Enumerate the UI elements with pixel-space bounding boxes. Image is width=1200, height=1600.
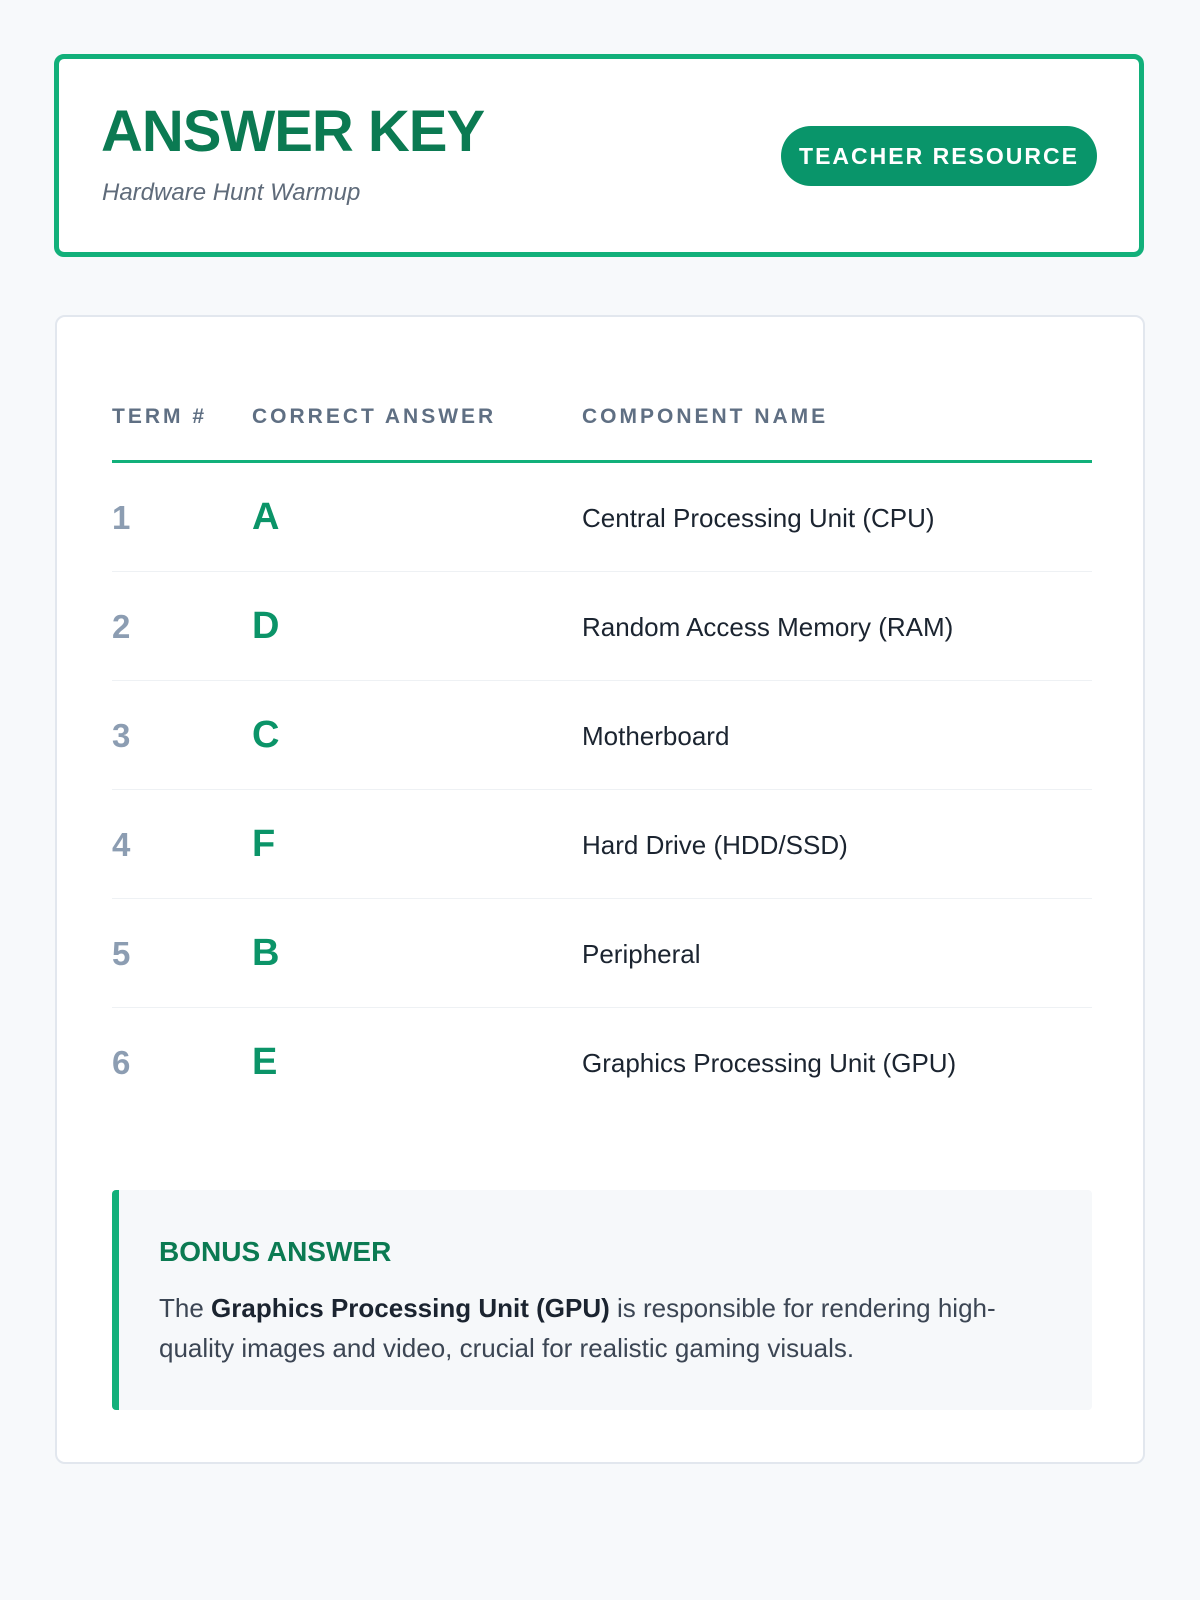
table-row [112,681,1092,790]
table-row [112,463,1092,572]
bonus-text-start: The [159,1293,212,1323]
table-row [112,899,1092,1008]
bonus-text-end: is responsible for rendering high-quality images and video, crucial for realistic gaming visuals. [159,1293,996,1363]
term-number: 2 [112,608,131,645]
term-number: 3 [112,717,131,754]
component-name: Motherboard [582,721,730,751]
table-row [112,572,1092,681]
component-name: Random Access Memory (RAM) [582,612,954,642]
component-name: Peripheral [582,939,701,969]
term-number: 6 [112,1044,131,1081]
column-header-answer: CORRECT ANSWER [252,405,497,428]
answer-table-card [55,315,1145,1464]
table-row [112,1008,1092,1116]
page-subtitle: Hardware Hunt Warmup [102,179,361,206]
term-number: 1 [112,499,131,536]
column-header-component: COMPONENT NAME [582,405,829,428]
header-card [54,54,1144,257]
answer-letter: D [252,605,280,647]
component-name: Central Processing Unit (CPU) [582,503,935,533]
answer-letter: A [252,496,280,538]
bonus-answer-box [112,1190,1092,1410]
bonus-highlight: Graphics Processing Unit (GPU) [211,1293,610,1323]
component-name: Hard Drive (HDD/SSD) [582,830,848,860]
column-header-term: TERM # [112,405,208,428]
answer-letter: B [252,932,280,974]
table-header [112,377,1092,463]
bonus-text [159,1288,1039,1368]
answer-letter: F [252,823,276,865]
answer-table [112,377,1092,1116]
term-number: 4 [112,826,131,863]
term-number: 5 [112,935,131,972]
table-row [112,790,1092,899]
page-title: ANSWER KEY [101,99,485,164]
answer-letter: C [252,714,280,756]
component-name: Graphics Processing Unit (GPU) [582,1048,957,1078]
bonus-title: BONUS ANSWER [159,1236,392,1267]
answer-letter: E [252,1041,278,1083]
teacher-resource-badge: TEACHER RESOURCE [781,126,1097,186]
